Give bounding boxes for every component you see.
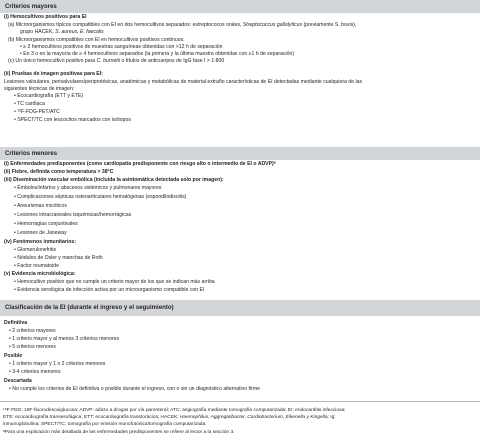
criterion-c: (c) Un único hemocultivo positivo para C. burnetii o títulos de anticuerpos de IgG fase I > 1:800: [8, 58, 225, 64]
imaging-title: (ii) Pruebas de imagen positivas para EI:: [4, 71, 103, 77]
definite-title: Definitiva: [4, 320, 28, 326]
minor-v: (v) Evidencia microbiológica:: [4, 271, 76, 277]
embolic-item: • Aneurismas micóticos: [14, 203, 67, 209]
definite-item: • 2 criterios mayores: [9, 328, 56, 334]
imaging-item: • ¹⁸F-FDG-PET/ATC: [14, 109, 60, 115]
imaging-item: • Ecocardiografía (ETT y ETE): [14, 93, 84, 99]
major-criteria-section: [0, 13, 480, 148]
immune-item: • Glomerulonefritis: [14, 247, 57, 253]
imaging-item: • SPECT/TC con leucocitos marcados con isótopos: [14, 117, 131, 123]
classification-header: Clasificación de la EI (durante el ingreso y el seguimiento): [0, 300, 480, 316]
criterion-a-line2: grupo HACEK, S. aureus, E. faecalis: [20, 29, 104, 35]
major-criteria-header: Criterios mayores: [0, 0, 480, 13]
blood-cultures-title: (i) Hemocultivos positivos para EI: [4, 14, 87, 20]
possible-item: • 1 criterio mayor y 1 o 2 criterios menores: [9, 361, 106, 367]
minor-ii: (ii) Fiebre, definida como temperatura > 38°C: [4, 169, 114, 175]
minor-iv: (iv) Fenómenos inmunitarios:: [4, 239, 76, 245]
rejected-item: • No cumple los criterios de EI definitiva o posible durante el ingreso, con o sin un diagnóstico alternativo firme: [9, 386, 260, 392]
minor-i: (i) Enfermedades predisponentes (como cardiopatía predisponente con riesgo alto o intermedio de EI o ADVP)ᵃ: [4, 161, 276, 167]
classification-section: [0, 316, 480, 402]
minor-iii: (iii) Diseminación vascular embólica (incluida la asintomática detectada solo por imagen):: [4, 177, 224, 183]
footnote-abbrev-1: ¹⁸F-FDG: 18F-fluorodesoxiglucosa; ADVP: adicto a drogas por vía parenteral; ATC: angiografía mediante tomografía computarizada; EI: endocarditis infecciosa;: [3, 408, 346, 413]
embolic-item: • Lesiones intracraneales isquémicas/hemorrágicas: [14, 212, 132, 218]
footnote-abbrev-2: ETE: ecocardiografía transesofágica; ETT: ecocardiografía transtorácica; HACEK: Haemophilus, Aggregatibacter, Cardiobacterium, Eikenella y Kingella; Ig:: [3, 415, 336, 420]
footnote-a: ᵃPara una explicación más detallada de las enfermedades predisponentes se refiere al lector a la sección 3.: [3, 430, 235, 435]
criterion-b-line1: (b) Microorganismos compatibles con EI en hemocultivos positivos continuos:: [8, 37, 185, 43]
embolic-item: • Complicaciones sépticas osteoarticulares hematógenas (espondilodiscitis): [14, 194, 187, 200]
possible-item: • 3-4 criterios menores: [9, 369, 61, 375]
imaging-desc-line2: siguientes técnicas de imagen:: [4, 86, 75, 92]
embolic-item: • Émbolos/infartos y abscesos sistémicos y pulmonares mayores: [14, 185, 162, 191]
criterion-b-item1: • ≥ 2 hemocultivos positivos de muestras sanguíneas obtenidas con >12 h de separación: [20, 44, 223, 50]
micro-item: • Hemocultivo positivo que no cumple un criterio mayor de los que se indican más arriba: [14, 279, 215, 285]
immune-item: • Nódulos de Osler y manchas de Roth: [14, 255, 103, 261]
imaging-item: • TC cardiaca: [14, 101, 45, 107]
imaging-desc-line1: Lesiones valvulares, perivalvulares/periprotésicas, anatómicas y metabólicas de material extraño características de EI detectadas mediante cualquiera de las: [4, 79, 363, 85]
embolic-item: • Hemorragias conjuntivales: [14, 221, 78, 227]
definite-item: • 1 criterio mayor y al menos 3 criterios menores: [9, 336, 120, 342]
immune-item: • Factor reumatoide: [14, 263, 59, 269]
minor-criteria-header: Criterios menores: [0, 147, 480, 160]
rejected-title: Descartada: [4, 378, 32, 384]
definite-item: • 5 criterios menores: [9, 344, 56, 350]
criterion-b-item2: • En 3 o en la mayoría de ≥ 4 hemocultivos separados (la primera y la última muestra obtenidas con ≥1 h de separación): [20, 51, 295, 57]
minor-criteria-section: [0, 160, 480, 301]
possible-title: Posible: [4, 353, 23, 359]
criterion-a-line1: (a) Microorganismos típicos compatibles con EI en dos hemocultivos separados: estreptococos orales, Streptococcus gallolyticus (previamente S. bovis),: [8, 22, 357, 28]
micro-item: • Evidencia serológica de infección activa por un microorganismo compatible con EI: [14, 287, 205, 293]
footnote-abbrev-3: inmunoglobulina; SPECT/TC: tomografía por emisión monofotónica/tomografía computarizada.: [3, 422, 207, 427]
embolic-item: • Lesiones de Janeway: [14, 230, 67, 236]
